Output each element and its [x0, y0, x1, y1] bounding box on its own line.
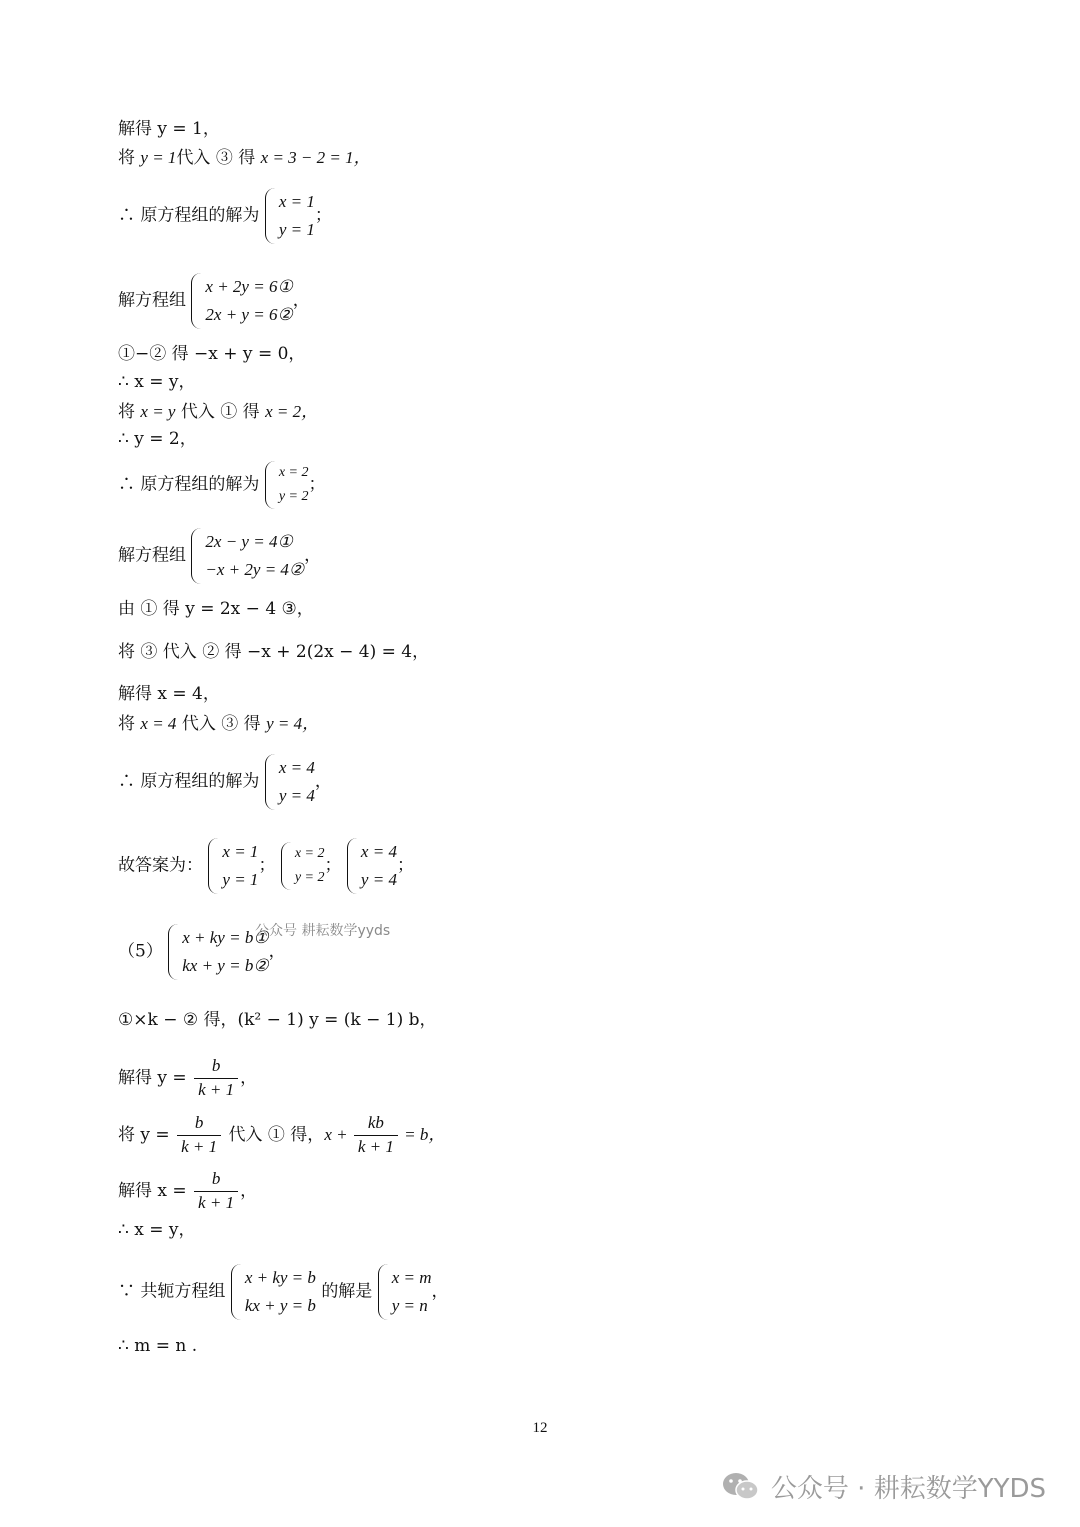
- equation-system: x = 4 y = 4: [265, 754, 315, 810]
- line-11: 由 ① 得 y = 2x − 4 ③，: [118, 599, 314, 619]
- line-6: ∴ x = y，: [118, 372, 196, 392]
- line-5: ①−② 得 −x + y = 0，: [118, 344, 306, 364]
- line-21: 解得 x = $\frac{b}{k + 1}$ ，: [118, 1168, 257, 1215]
- footer-text: 公众号 · 耕耘数学YYDS: [770, 1474, 1046, 1504]
- line-8: ∴ y = 2，: [118, 429, 197, 449]
- line-7: 将 x = y 代入 ① 得 x = 2，: [118, 402, 319, 422]
- footer-watermark: [721, 1468, 1046, 1505]
- watermark: 公众号 耕耘数学yyds: [255, 923, 391, 939]
- line-14: 将 x = 4 代入 ③ 得 y = 4，: [118, 714, 320, 734]
- line-13: 解得 x = 4，: [118, 684, 220, 704]
- brace-icon: [281, 842, 294, 890]
- line-17: （5） x + ky = b① kx + y = b② ，: [118, 924, 286, 980]
- line-3: ∴ 原方程组的解为 x = 1 y = 1 ；: [118, 188, 332, 244]
- line-4: 解方程组 x + 2y = 6① 2x + y = 6② ，: [118, 273, 310, 329]
- line-10: 解方程组 2x − y = 4① −x + 2y = 4② ，: [118, 528, 321, 584]
- brace-icon: [191, 273, 204, 329]
- line-15: ∴ 原方程组的解为 x = 4 y = 4 ，: [118, 754, 332, 810]
- brace-icon: [191, 528, 204, 584]
- line-22: ∴ x = y，: [118, 1220, 196, 1240]
- page-number: 12: [532, 1420, 548, 1436]
- brace-icon: [208, 838, 221, 894]
- brace-icon: [231, 1264, 244, 1320]
- line-23: ∵ 共轭方程组 x + ky = b kx + y = b 的解是 x = m y = n ，: [118, 1264, 449, 1320]
- equation-system: x = 1 y = 1: [265, 188, 315, 244]
- line-20: 将 y = $\frac{b}{k + 1}$ 代入 ① 得，x + $\frac{kb}{k + 1}$ = b，: [118, 1112, 445, 1159]
- equation-system: x = 2 y = 2: [265, 461, 309, 509]
- wechat-icon: [721, 1471, 761, 1503]
- line-18: ①×k − ② 得，(k² − 1) y = (k − 1) b，: [118, 1010, 437, 1030]
- line-12: 将 ③ 代入 ② 得 −x + 2(2x − 4) = 4，: [118, 642, 430, 662]
- equation-system: x = 4 y = 4: [347, 838, 397, 894]
- brace-icon: [347, 838, 360, 894]
- line-19: 解得 y = $\frac{b}{k + 1}$ ，: [118, 1055, 257, 1102]
- brace-icon: [265, 188, 278, 244]
- fraction: $\frac{b}{k + 1}$: [194, 1055, 238, 1102]
- equation-system: x = 2 y = 2: [281, 842, 325, 890]
- brace-icon: [378, 1264, 391, 1320]
- brace-icon: [265, 754, 278, 810]
- fraction: $\frac{kb}{k + 1}$: [354, 1112, 398, 1159]
- line-24: ∴ m = n .: [118, 1336, 198, 1356]
- equation-system: x = 1 y = 1: [208, 838, 258, 894]
- line-2: 将 y = 1代入 ③ 得 x = 3 − 2 = 1，: [118, 148, 371, 168]
- fraction: $\frac{b}{k + 1}$: [177, 1112, 221, 1159]
- fraction: $\frac{b}{k + 1}$: [194, 1168, 238, 1215]
- line-16: 故答案为： x = 1 y = 1 ； x = 2 y = 2 ； x = 4 y = 4 ；: [118, 838, 414, 894]
- brace-icon: [265, 461, 278, 509]
- line-9: ∴ 原方程组的解为 x = 2 y = 2 ；: [118, 461, 325, 509]
- equation-system: x + ky = b kx + y = b: [231, 1264, 316, 1320]
- equation-system: x + 2y = 6① 2x + y = 6②: [191, 273, 292, 329]
- line-1: 解得 y = 1，: [118, 119, 220, 139]
- brace-icon: [168, 924, 181, 980]
- equation-system: x + ky = b① kx + y = b②: [168, 924, 268, 980]
- equation-system: x = m y = n: [378, 1264, 432, 1320]
- equation-system: 2x − y = 4① −x + 2y = 4②: [191, 528, 304, 584]
